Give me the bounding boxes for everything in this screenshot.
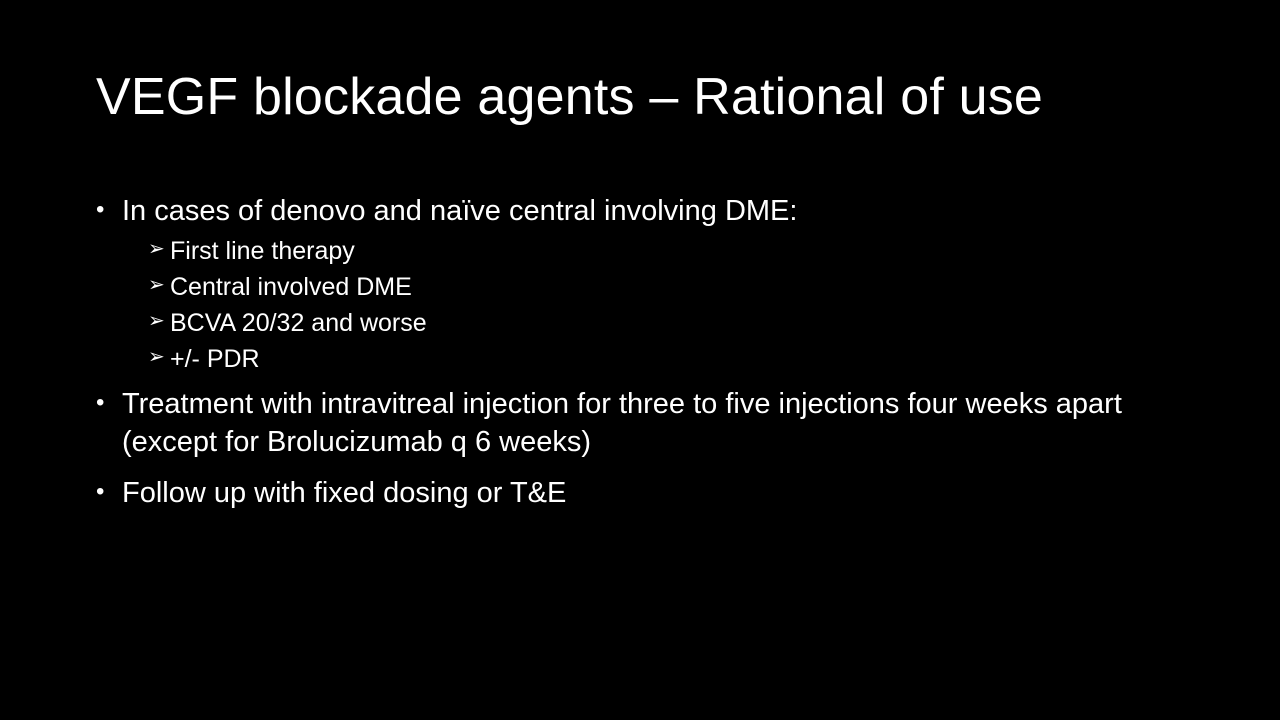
list-item-label: Treatment with intravitreal injection for three to five injections four weeks apart (except for Brolucizumab q 6 weeks) (122, 387, 1122, 459)
list-item-label: +/- PDR (170, 344, 260, 373)
slide-body (96, 192, 1176, 514)
list-item-label: Follow up with fixed dosing or T&E (122, 476, 567, 509)
sub-list (96, 235, 1176, 375)
bullet-icon: • (96, 196, 105, 223)
arrow-bullet-icon: ➢ (148, 273, 165, 296)
list-item (96, 235, 1176, 267)
list-item-label: BCVA 20/32 and worse (170, 308, 427, 337)
list-item (96, 307, 1176, 339)
list-item-label: In cases of denovo and naïve central involving DME: (122, 195, 798, 227)
list-item (96, 474, 1176, 513)
list-item (96, 271, 1176, 303)
list-item (96, 192, 1176, 231)
arrow-bullet-icon: ➢ (148, 237, 165, 260)
arrow-bullet-icon: ➢ (148, 309, 165, 332)
list-item (96, 385, 1176, 462)
arrow-bullet-icon: ➢ (148, 345, 165, 368)
list-item-label: Central involved DME (170, 272, 412, 301)
page-title: VEGF blockade agents – Rational of use (96, 68, 1044, 126)
bullet-icon: • (96, 388, 105, 416)
bullet-icon: • (96, 477, 105, 505)
list-item-label: First line therapy (170, 236, 355, 265)
list-item (96, 343, 1176, 375)
